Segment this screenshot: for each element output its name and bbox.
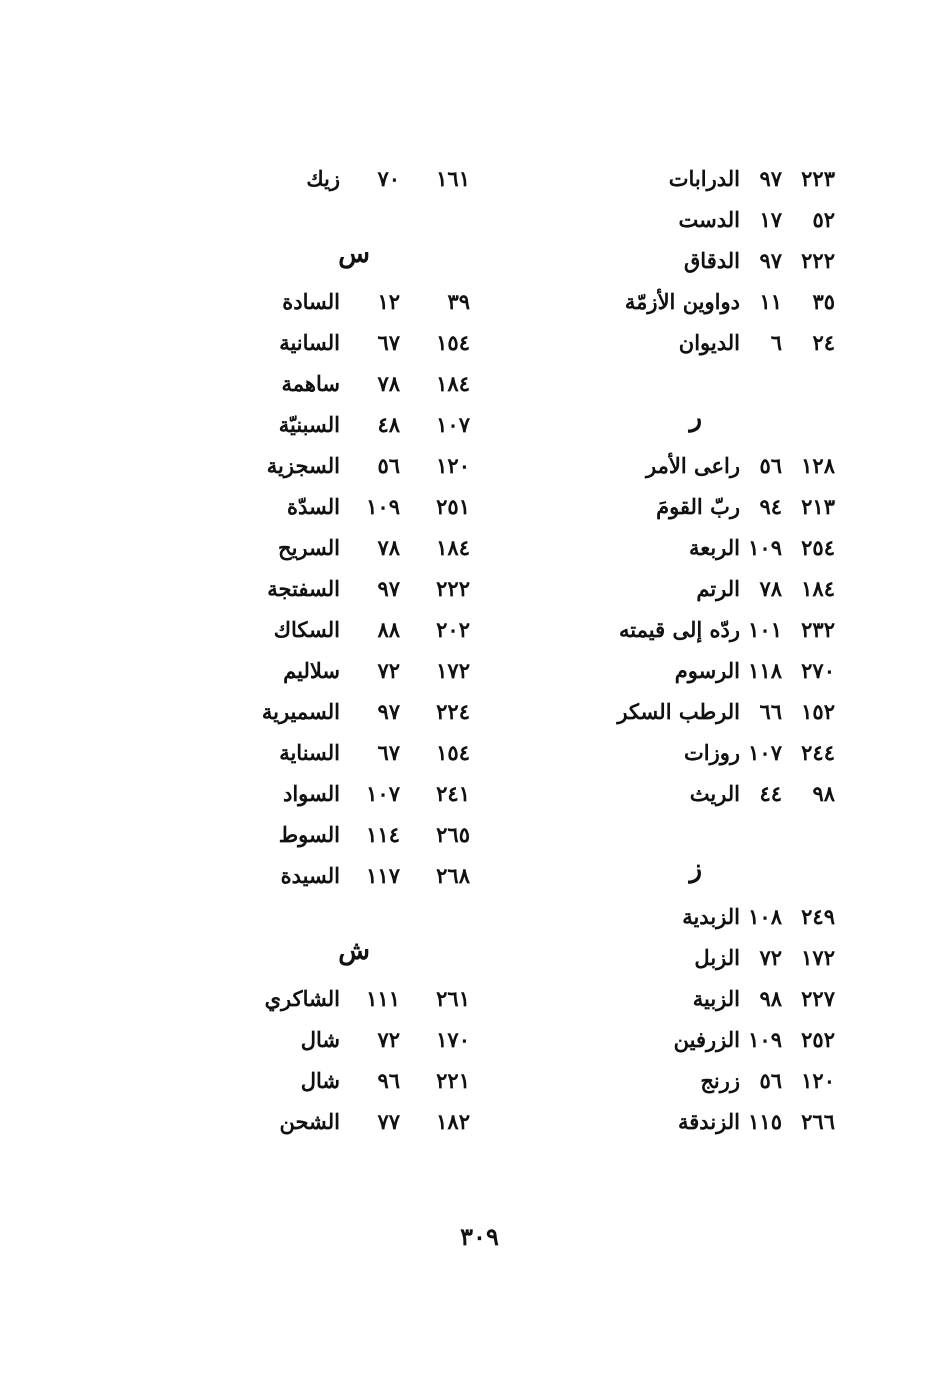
entry-number: ٧٢ bbox=[377, 1027, 400, 1052]
index-term: زرنج bbox=[700, 1068, 740, 1093]
entry-number: ٤٨ bbox=[377, 412, 400, 437]
index-term: الزبدية bbox=[682, 904, 740, 929]
index-entry bbox=[240, 1103, 510, 1144]
page-ref: ٢٤٩ bbox=[801, 904, 835, 929]
index-term: دواوين الأزمّة bbox=[624, 289, 740, 314]
index-entry bbox=[240, 570, 510, 611]
index-term: ساهمة bbox=[281, 371, 340, 396]
page-ref: ١٠٧ bbox=[436, 412, 470, 437]
index-entry bbox=[240, 1021, 510, 1062]
page-ref: ١٥٤ bbox=[436, 740, 470, 765]
index-entry bbox=[240, 816, 510, 857]
page-ref: ٢٤٤ bbox=[801, 740, 835, 765]
page-ref: ٢٦٨ bbox=[436, 863, 470, 888]
index-entry bbox=[560, 529, 860, 570]
index-term: السفتجة bbox=[267, 576, 340, 601]
page-ref: ١٢٠ bbox=[801, 1068, 835, 1093]
entry-number: ٦٧ bbox=[377, 740, 400, 765]
group-dal bbox=[560, 160, 860, 365]
index-term: السوط bbox=[278, 822, 340, 847]
index-term: الريث bbox=[689, 781, 740, 806]
entry-number: ١٠٩ bbox=[748, 1027, 782, 1052]
entry-number: ٧٨ bbox=[377, 371, 400, 396]
page-ref: ١٨٢ bbox=[436, 1109, 470, 1134]
index-term: الدرابات bbox=[668, 166, 740, 191]
index-entry bbox=[240, 488, 510, 529]
entry-number: ٦٧ bbox=[377, 330, 400, 355]
page-ref: ٢٥١ bbox=[436, 494, 470, 519]
group-sin bbox=[240, 283, 510, 898]
page-ref: ١٥٢ bbox=[801, 699, 835, 724]
index-term: روزات bbox=[683, 740, 740, 765]
index-entry bbox=[560, 775, 860, 816]
index-term: الزندقة bbox=[678, 1109, 740, 1134]
page-ref: ٢٢١ bbox=[436, 1068, 470, 1093]
index-term: السبنيّة bbox=[278, 412, 340, 437]
index-term: السيدة bbox=[280, 863, 340, 888]
page-ref: ١٧٢ bbox=[436, 658, 470, 683]
page-number: ٣٠٩ bbox=[460, 1222, 499, 1251]
index-entry bbox=[560, 488, 860, 529]
index-term: راعى الأمر bbox=[646, 453, 740, 478]
page-ref: ٢٥٢ bbox=[801, 1027, 835, 1052]
index-entry bbox=[560, 1062, 860, 1103]
letter-heading-zay bbox=[560, 816, 860, 898]
letter-heading-shin bbox=[240, 898, 510, 980]
index-entry bbox=[560, 734, 860, 775]
entry-number: ١٧ bbox=[759, 207, 782, 232]
index-entry bbox=[560, 611, 860, 652]
page-ref: ٢٧٠ bbox=[801, 658, 835, 683]
entry-number: ٩٧ bbox=[759, 166, 782, 191]
group-zay bbox=[560, 898, 860, 1144]
entry-number: ١١١ bbox=[366, 986, 400, 1011]
entry-number: ٧٨ bbox=[377, 535, 400, 560]
index-term: الرطب السكر bbox=[617, 699, 740, 724]
index-entry bbox=[560, 898, 860, 939]
index-entry bbox=[240, 652, 510, 693]
entry-number: ١٠١ bbox=[748, 617, 782, 642]
entry-number: ٦٦ bbox=[759, 699, 782, 724]
entry-number: ١٠٧ bbox=[366, 781, 400, 806]
letter-heading-sin bbox=[240, 201, 510, 283]
index-entry bbox=[240, 447, 510, 488]
index-entry bbox=[560, 1021, 860, 1062]
index-term: شال bbox=[300, 1068, 340, 1093]
page-ref: ٢٦٦ bbox=[801, 1109, 835, 1134]
index-term: الزرفين bbox=[673, 1027, 740, 1052]
entry-number: ٧٢ bbox=[759, 945, 782, 970]
index-term: السميرية bbox=[261, 699, 340, 724]
entry-number: ٥٦ bbox=[377, 453, 400, 478]
page-ref: ٣٩ bbox=[447, 289, 470, 314]
entry-number: ١٠٨ bbox=[748, 904, 782, 929]
entry-number: ٩٧ bbox=[377, 699, 400, 724]
index-term: الربعة bbox=[688, 535, 740, 560]
page-ref: ٢٤١ bbox=[436, 781, 470, 806]
index-entry bbox=[560, 242, 860, 283]
entry-number: ٩٤ bbox=[759, 494, 782, 519]
index-term: ردّه إلى قيمته bbox=[619, 617, 740, 642]
page-ref: ١٨٤ bbox=[436, 535, 470, 560]
index-term: الرسوم bbox=[674, 658, 740, 683]
entry-number: ٧٢ bbox=[377, 658, 400, 683]
entry-number: ٩٧ bbox=[377, 576, 400, 601]
index-entry bbox=[240, 775, 510, 816]
group-ra bbox=[560, 447, 860, 816]
index-term: الرتم bbox=[696, 576, 740, 601]
entry-number: ٦ bbox=[770, 330, 782, 355]
entry-number: ١٢ bbox=[377, 289, 400, 314]
entry-number: ١١٥ bbox=[748, 1109, 782, 1134]
index-term: السانية bbox=[279, 330, 340, 355]
index-entry bbox=[240, 529, 510, 570]
page-ref: ٩٨ bbox=[812, 781, 835, 806]
index-entry bbox=[560, 201, 860, 242]
entry-number: ١١٧ bbox=[366, 863, 400, 888]
page-ref: ٢٢٤ bbox=[436, 699, 470, 724]
entry-number: ٧٠ bbox=[377, 166, 400, 191]
index-term: السواد bbox=[282, 781, 340, 806]
index-entry bbox=[240, 734, 510, 775]
index-term: السادة bbox=[282, 289, 340, 314]
index-entry bbox=[560, 160, 860, 201]
entry-number: ١٠٧ bbox=[748, 740, 782, 765]
entry-number: ٥٦ bbox=[759, 453, 782, 478]
index-term: شال bbox=[300, 1027, 340, 1052]
index-entry bbox=[240, 980, 510, 1021]
index-term: زيك bbox=[306, 166, 340, 191]
index-entry bbox=[240, 611, 510, 652]
index-entry bbox=[240, 283, 510, 324]
index-entry bbox=[240, 365, 510, 406]
index-term: الدقاق bbox=[684, 248, 740, 273]
page-ref: ١٢٨ bbox=[801, 453, 835, 478]
page-ref: ١٢٠ bbox=[436, 453, 470, 478]
group-zay-continued bbox=[240, 160, 510, 201]
entry-number: ١١٤ bbox=[366, 822, 400, 847]
index-entry bbox=[560, 652, 860, 693]
letter-heading-ra bbox=[560, 365, 860, 447]
index-entry bbox=[240, 160, 510, 201]
index-term: السكاك bbox=[273, 617, 340, 642]
page-ref: ١٦١ bbox=[436, 166, 470, 191]
entry-number: ١٠٩ bbox=[748, 535, 782, 560]
letter-zay: ز bbox=[689, 854, 702, 884]
entry-number: ٩٦ bbox=[377, 1068, 400, 1093]
page-ref: ٢٢٢ bbox=[801, 248, 835, 273]
index-term: السريح bbox=[278, 535, 340, 560]
index-entry bbox=[560, 570, 860, 611]
index-term: ربّ القومَ bbox=[656, 494, 740, 519]
page-ref: ١٨٤ bbox=[436, 371, 470, 396]
page-ref: ٥٢ bbox=[812, 207, 835, 232]
entry-number: ٧٨ bbox=[759, 576, 782, 601]
page-ref: ١٧٢ bbox=[801, 945, 835, 970]
entry-number: ٨٨ bbox=[377, 617, 400, 642]
letter-shin: ش bbox=[338, 936, 370, 966]
group-shin bbox=[240, 980, 510, 1144]
index-entry bbox=[560, 447, 860, 488]
entry-number: ١١٨ bbox=[748, 658, 782, 683]
entry-number: ١١ bbox=[759, 289, 782, 314]
letter-ra: ر bbox=[689, 403, 702, 433]
page-ref: ١٨٤ bbox=[801, 576, 835, 601]
index-entry bbox=[240, 1062, 510, 1103]
index-term: الشحن bbox=[279, 1109, 340, 1134]
page-ref: ٢٢٣ bbox=[801, 166, 835, 191]
page-ref: ٢٠٢ bbox=[436, 617, 470, 642]
page-ref: ٢٤ bbox=[812, 330, 835, 355]
letter-sin: س bbox=[338, 239, 370, 269]
index-entry bbox=[240, 324, 510, 365]
index-entry bbox=[240, 406, 510, 447]
page-ref: ٢٦١ bbox=[436, 986, 470, 1011]
index-term: سلاليم bbox=[283, 658, 340, 683]
index-entry bbox=[560, 283, 860, 324]
index-term: السدّة bbox=[287, 494, 340, 519]
index-entry bbox=[240, 693, 510, 734]
page-ref: ١٥٤ bbox=[436, 330, 470, 355]
page-ref: ١٧٠ bbox=[436, 1027, 470, 1052]
index-term: الشاكري bbox=[264, 986, 340, 1011]
index-entry bbox=[560, 980, 860, 1021]
index-term: السجزية bbox=[266, 453, 340, 478]
index-term: الزبل bbox=[694, 945, 740, 970]
entry-number: ١٠٩ bbox=[366, 494, 400, 519]
index-entry bbox=[240, 857, 510, 898]
right-index-column bbox=[560, 160, 860, 1144]
page-ref: ٢٢٧ bbox=[801, 986, 835, 1011]
index-entry bbox=[560, 324, 860, 365]
page-ref: ٢٦٥ bbox=[436, 822, 470, 847]
page-ref: ٢١٣ bbox=[801, 494, 835, 519]
page-ref: ٢٢٢ bbox=[436, 576, 470, 601]
index-term: الدست bbox=[678, 207, 740, 232]
entry-number: ٩٨ bbox=[759, 986, 782, 1011]
entry-number: ٤٤ bbox=[759, 781, 782, 806]
page-ref: ٢٥٤ bbox=[801, 535, 835, 560]
entry-number: ٧٧ bbox=[377, 1109, 400, 1134]
left-index-column bbox=[240, 160, 510, 1144]
index-entry bbox=[560, 1103, 860, 1144]
index-entry bbox=[560, 693, 860, 734]
entry-number: ٩٧ bbox=[759, 248, 782, 273]
page-ref: ٣٥ bbox=[812, 289, 835, 314]
index-entry bbox=[560, 939, 860, 980]
index-term: الديوان bbox=[678, 330, 740, 355]
page-ref: ٢٣٢ bbox=[801, 617, 835, 642]
index-term: الزبية bbox=[692, 986, 740, 1011]
index-term: السناية bbox=[279, 740, 340, 765]
entry-number: ٥٦ bbox=[759, 1068, 782, 1093]
